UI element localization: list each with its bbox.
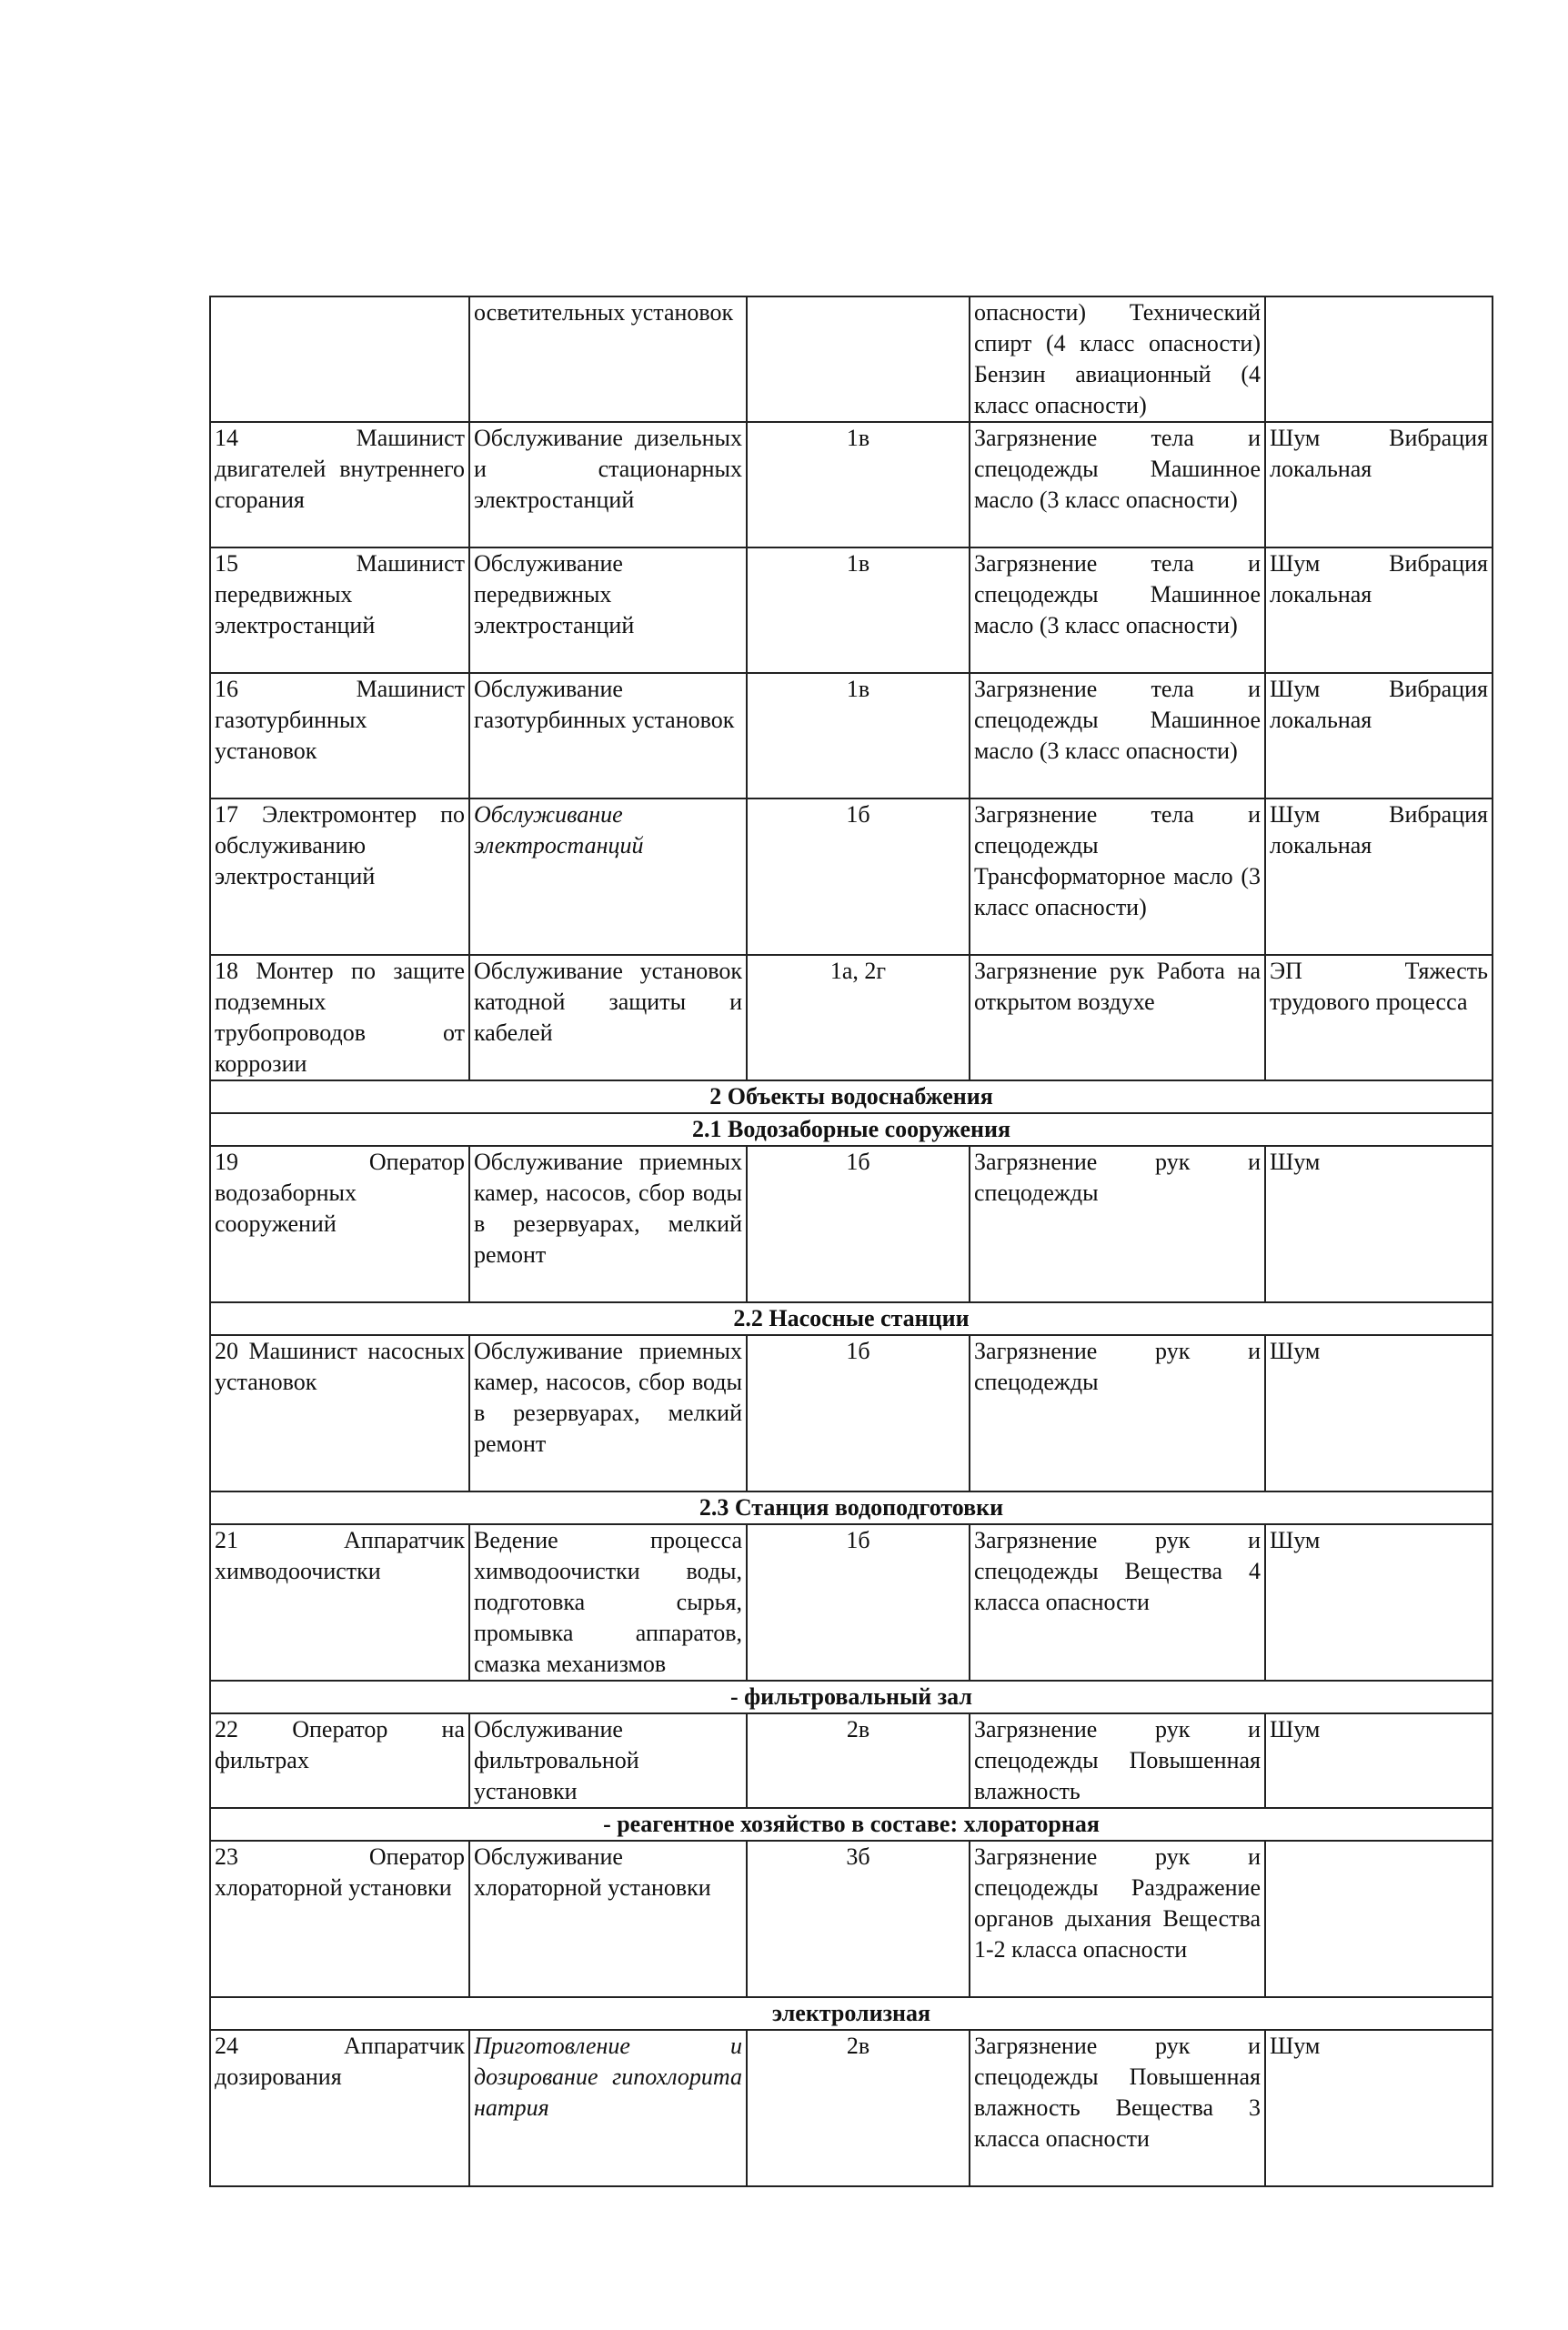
work-cell: осветительных установок [469, 296, 747, 422]
table-row [210, 1524, 1493, 1681]
work-cell: Обслуживание приемных камер, насосов, сбор воды в резервуарах, мелкий ремонт [469, 1146, 747, 1302]
work-cell: Обслуживание электростанций [469, 798, 747, 955]
class-cell: 1б [747, 1146, 970, 1302]
table-row [210, 296, 1493, 422]
profession-cell: 23 Оператор хлораторной установки [210, 1841, 469, 1997]
factors-cell: Загрязнение рук и спецодежды [970, 1146, 1265, 1302]
extra-factors-cell: Шум Вибрация локальная [1265, 547, 1493, 673]
section-row [210, 1681, 1493, 1713]
work-cell: Обслуживание хлораторной установки [469, 1841, 747, 1997]
profession-cell: 19 Оператор водозаборных сооружений [210, 1146, 469, 1302]
extra-factors-cell: Шум Вибрация локальная [1265, 798, 1493, 955]
profession-cell: 22 Оператор на фильтрах [210, 1713, 469, 1808]
factors-cell: Загрязнение тела и спецодежды Машинное масло (3 класс опасности) [970, 547, 1265, 673]
class-cell: 1б [747, 798, 970, 955]
table-row [210, 673, 1493, 798]
class-cell: 1в [747, 422, 970, 547]
class-cell: 1б [747, 1335, 970, 1491]
section-row [210, 1997, 1493, 2030]
table-row [210, 1335, 1493, 1491]
factors-cell: Загрязнение рук и спецодежды Повышенная влажность [970, 1713, 1265, 1808]
extra-factors-cell: Шум [1265, 1713, 1493, 1808]
extra-factors-cell [1265, 1841, 1493, 1997]
profession-cell: 18 Монтер по защите подземных трубопроводов от коррозии [210, 955, 469, 1080]
hazard-table [209, 296, 1493, 2187]
extra-factors-cell: Шум [1265, 1524, 1493, 1681]
factors-cell: Загрязнение тела и спецодежды Трансформаторное масло (3 класс опасности) [970, 798, 1265, 955]
section-row [210, 1808, 1493, 1841]
profession-cell: 21 Аппаратчик химводоочистки [210, 1524, 469, 1681]
profession-cell: 14 Машинист двигателей внутреннего сгорания [210, 422, 469, 547]
factors-cell: Загрязнение рук и спецодежды Повышенная влажность Вещества 3 класса опасности [970, 2030, 1265, 2186]
section-row [210, 1080, 1493, 1113]
work-cell: Обслуживание газотурбинных установок [469, 673, 747, 798]
section-heading: электролизная [210, 1997, 1493, 2030]
profession-cell: 20 Машинист насосных установок [210, 1335, 469, 1491]
work-cell: Обслуживание фильтровальной установки [469, 1713, 747, 1808]
table-row [210, 547, 1493, 673]
profession-cell: 16 Машинист газотурбинных установок [210, 673, 469, 798]
factors-cell: Загрязнение рук Работа на открытом воздухе [970, 955, 1265, 1080]
table-row [210, 1146, 1493, 1302]
table-row [210, 422, 1493, 547]
table-row [210, 1713, 1493, 1808]
table-row [210, 2030, 1493, 2186]
class-cell: 1а, 2г [747, 955, 970, 1080]
profession-cell: 15 Машинист передвижных электростанций [210, 547, 469, 673]
section-row [210, 1302, 1493, 1335]
class-cell [747, 296, 970, 422]
section-heading: - фильтровальный зал [210, 1681, 1493, 1713]
class-cell: 1в [747, 547, 970, 673]
section-heading: 2.1 Водозаборные сооружения [210, 1113, 1493, 1146]
profession-cell: 24 Аппаратчик дозирования [210, 2030, 469, 2186]
extra-factors-cell: ЭП Тяжесть трудового процесса [1265, 955, 1493, 1080]
section-heading: 2.3 Станция водоподготовки [210, 1491, 1493, 1524]
class-cell: 2в [747, 2030, 970, 2186]
class-cell: 1в [747, 673, 970, 798]
extra-factors-cell: Шум Вибрация локальная [1265, 673, 1493, 798]
section-heading: 2 Объекты водоснабжения [210, 1080, 1493, 1113]
table-row [210, 955, 1493, 1080]
work-cell: Приготовление и дозирование гипохлорита натрия [469, 2030, 747, 2186]
profession-cell [210, 296, 469, 422]
work-cell: Обслуживание передвижных электростанций [469, 547, 747, 673]
class-cell: 3б [747, 1841, 970, 1997]
extra-factors-cell: Шум [1265, 2030, 1493, 2186]
work-cell: Обслуживание установок катодной защиты и кабелей [469, 955, 747, 1080]
work-cell: Обслуживание дизельных и стационарных электростанций [469, 422, 747, 547]
factors-cell: Загрязнение рук и спецодежды [970, 1335, 1265, 1491]
extra-factors-cell: Шум [1265, 1146, 1493, 1302]
table-row [210, 1841, 1493, 1997]
factors-cell: Загрязнение тела и спецодежды Машинное масло (3 класс опасности) [970, 673, 1265, 798]
work-cell: Обслуживание приемных камер, насосов, сбор воды в резервуарах, мелкий ремонт [469, 1335, 747, 1491]
extra-factors-cell: Шум Вибрация локальная [1265, 422, 1493, 547]
profession-cell: 17 Электромонтер по обслуживанию электростанций [210, 798, 469, 955]
factors-cell: Загрязнение рук и спецодежды Вещества 4 класса опасности [970, 1524, 1265, 1681]
factors-cell: опасности) Технический спирт (4 класс опасности) Бензин авиационный (4 класс опасности) [970, 296, 1265, 422]
section-heading: 2.2 Насосные станции [210, 1302, 1493, 1335]
document-page [209, 296, 1492, 2187]
section-heading: - реагентное хозяйство в составе: хлораторная [210, 1808, 1493, 1841]
factors-cell: Загрязнение тела и спецодежды Машинное масло (3 класс опасности) [970, 422, 1265, 547]
section-row [210, 1491, 1493, 1524]
class-cell: 2в [747, 1713, 970, 1808]
extra-factors-cell: Шум [1265, 1335, 1493, 1491]
extra-factors-cell [1265, 296, 1493, 422]
hazard-table-body [210, 296, 1493, 2186]
section-row [210, 1113, 1493, 1146]
work-cell: Ведение процесса химводоочистки воды, подготовка сырья, промывка аппаратов, смазка механизмов [469, 1524, 747, 1681]
class-cell: 1б [747, 1524, 970, 1681]
table-row [210, 798, 1493, 955]
factors-cell: Загрязнение рук и спецодежды Раздражение органов дыхания Вещества 1-2 класса опасности [970, 1841, 1265, 1997]
